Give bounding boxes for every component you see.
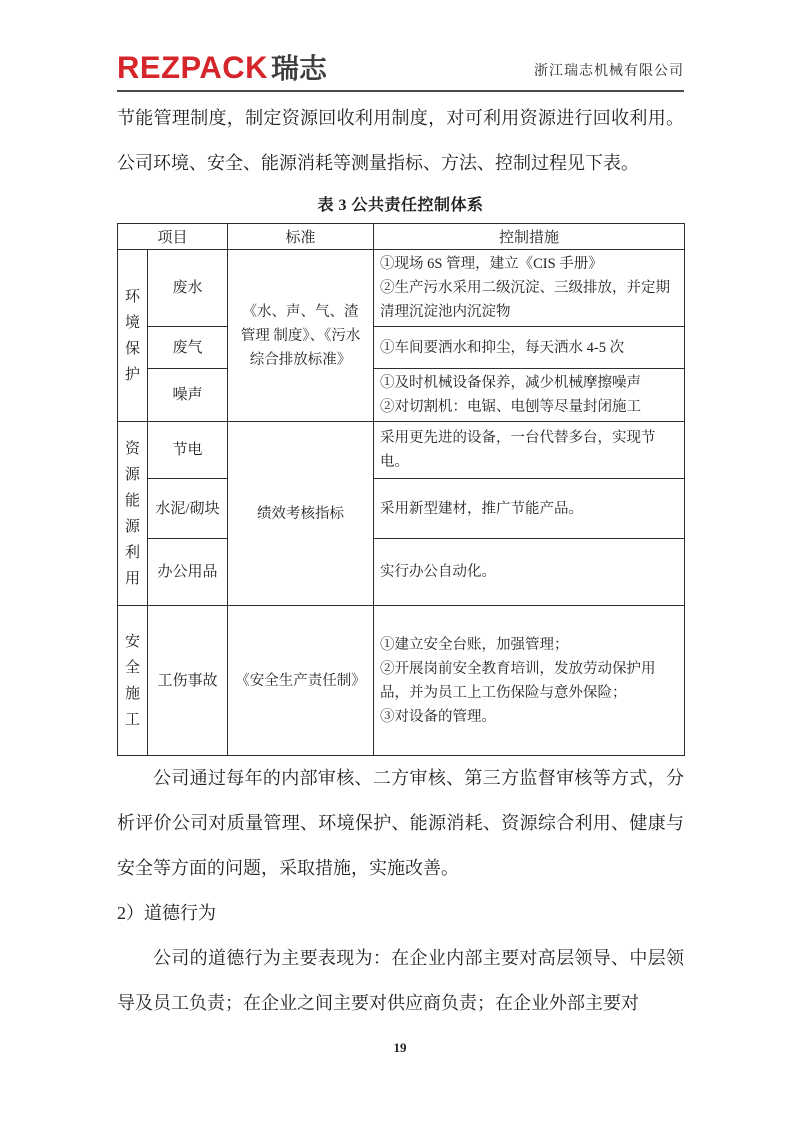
- table-cell-item: 节电: [148, 422, 228, 479]
- measure-line: ②开展岗前安全教育培训，发放劳动保护用品，并为员工上工伤保险与意外保险；: [380, 660, 656, 701]
- company-logo: [117, 49, 328, 86]
- logo-wordmark: REZPACK: [117, 49, 269, 86]
- table-row: [118, 327, 685, 369]
- table-cell-item: 废水: [148, 250, 228, 327]
- measure-line: ②对切割机：电锯、电刨等尽量封闭施工: [380, 399, 642, 415]
- table-cell-group: 安 全 施 工: [118, 606, 148, 756]
- ethics-paragraph: 公司的道德行为主要表现为：在企业内部主要对高层领导、中层领导及员工负责；在企业之间主要对供应商负责；在企业外部主要对: [117, 948, 684, 1013]
- table-caption: 表 3 公共责任控制体系: [317, 197, 484, 214]
- table-cell-item: 工伤事故: [148, 606, 228, 756]
- table-cell-item: 办公用品: [148, 539, 228, 606]
- measure-line: 实行办公自动化。: [380, 564, 497, 580]
- intro-paragraph: 节能管理制度，制定资源回收利用制度，对可利用资源进行回收利用。公司环境、安全、能源消耗等测量指标、方法、控制过程见下表。: [117, 108, 684, 173]
- audit-paragraph: 公司通过每年的内部审核、二方审核、第三方监督审核等方式，分析评价公司对质量管理、环境保护、能源消耗、资源综合利用、健康与安全等方面的问题，采取措施，实施改善。: [117, 768, 684, 878]
- table-cell-standard: 《安全生产责任制》: [228, 606, 374, 756]
- table-cell-measures: [374, 606, 685, 756]
- table-cell-group: 环 境 保 护: [118, 250, 148, 422]
- table-cell-standard: 《水、声、气、渣 管理 制度》、《污水综合排放标准》: [228, 250, 374, 422]
- measure-line: 采用更先进的设备，一台代替多台，实现节电。: [380, 430, 656, 470]
- table-header-standard: 标准: [228, 224, 374, 250]
- measure-line: ①车间要洒水和抑尘，每天洒水 4-5 次: [380, 339, 625, 356]
- table-cell-group: 资 源 能 源 利 用: [118, 422, 148, 606]
- table-cell-measures: [374, 250, 685, 327]
- table-row: [118, 606, 685, 756]
- table-cell-standard: 绩效考核指标: [228, 422, 374, 606]
- table-cell-measures: [374, 327, 685, 369]
- table-row: [118, 369, 685, 422]
- table-header-measures: 控制措施: [374, 224, 685, 250]
- table-cell-measures: [374, 369, 685, 422]
- measure-line: ①建立安全台账，加强管理；: [380, 636, 569, 653]
- measure-line: ①及时机械设备保养，减少机械摩擦噪声: [380, 375, 642, 391]
- ethics-heading: 2）道德行为: [117, 903, 216, 923]
- page-header: [117, 49, 684, 92]
- control-table: [117, 223, 685, 756]
- table-cell-measures: [374, 479, 685, 539]
- measure-line: ③对设备的管理。: [380, 708, 497, 725]
- table-cell-measures: [374, 422, 685, 479]
- table-header-item: 项目: [118, 224, 228, 250]
- table-cell-measures: [374, 539, 685, 606]
- measure-line: ②生产污水采用二级沉淀、三级排放，并定期清理沉淀池内沉淀物: [380, 280, 671, 320]
- table-row: [118, 250, 685, 327]
- company-name: 浙江瑞志机械有限公司: [534, 64, 684, 79]
- table-cell-item: 废气: [148, 327, 228, 369]
- table-row: [118, 422, 685, 479]
- table-row: [118, 479, 685, 539]
- table-cell-item: 水泥/砌块: [148, 479, 228, 539]
- table-cell-item: 噪声: [148, 369, 228, 422]
- logo-chinese-name: 瑞志: [271, 53, 328, 84]
- page-number: 19: [393, 1040, 407, 1055]
- measure-line: 采用新型建材，推广节能产品。: [380, 500, 584, 517]
- table-row: [118, 539, 685, 606]
- page-content: [117, 96, 684, 1026]
- measure-line: ①现场 6S 管理，建立《CIS 手册》: [380, 256, 603, 272]
